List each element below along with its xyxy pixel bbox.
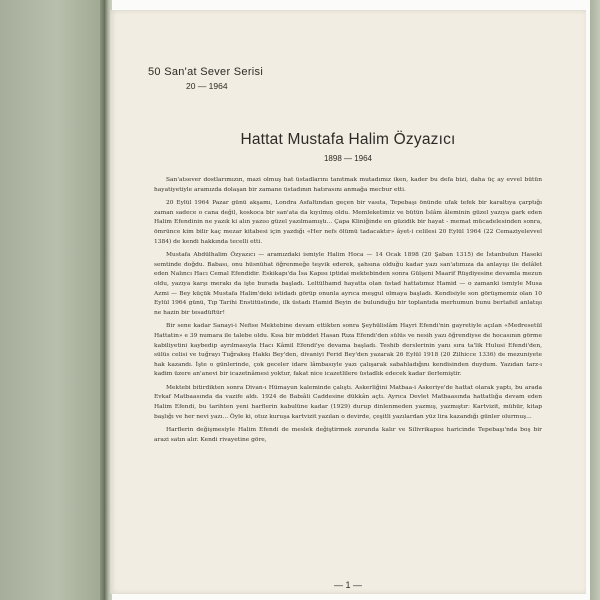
paragraph-5: Mektebi bitirdikten sonra Divan-ı Hümayun kaleminde çalıştı. Askerliğini Matbaa-i Askeriye'de hattat olarak yaptı, bu arada Evkaf Matbaasında da vazife aldı. 1924 de Babıâli Caddesine dükkân açtı. Ayrıca Devlet Matbaasında hattatlığa devam eden Halim Efendi, bu tarihten yeni harflerin kabulüne kadar (1929) durup dinlenmeden yazmış, yazmıştır: Kartvizit, mühür, kitap başlığı ve her nevi yazı... Öyle ki, otuz kuruşa kartvizit yazılan o devirde, çeşitli yazılardan yüz lira kazandığı günler olurmuş... [154,384,542,420]
paragraph-4: Bir sene kadar Sanayi-i Nefise Mektebine devam ettikten sonra Şeyhülislâm Hayri Efendi'nin gayretiyle açılan «Medresetül Hattatin» e 39 numara ile talebe oldu. Kısa bir müddet Hasan Rıza Efendi'den sülüs ve nesih yazı öğrendiyse de hocasının görme kabiliyetini kaybedip ayrılmasıyla Hacı Kâmil Efendi'ye devama başladı. Teshib derslerinin yanı sıra ta'lik Hulusi Efendi'den, sülüs celisi ve tuğrayı Tuğrakeş Hakkı Bey'den, divaniyi Ferid Bey'den yazarak 26 Eylül 1918 (20 Zilhicce 1336) de mezuniyete hak kazandı. İşte o günlerinde, çok geceler idare lâmbasıyle yazı çalışarak sabahladığını kendisinden duydum. Yazıdan tarz-ı kadim üzere an'anevi bir icazetnâmesi yoktur, fakat nice icazetlilere üstadlık edecek kadar ilerlemiştir. [154,323,542,378]
paragraph-3: Mustafa Abdülhalim Özyazıcı — aramızdaki ismiyle Halim Hoca — 14 Ocak 1898 (20 Şaban 1315) de İstanbulun Haseki semtinde doğdu. Babası, onu hüsnühat öğrenmeğe teşvik ederek, şahsına olduğu kadar yazı san'atımıza da anlayışı ile delâlet eden Nalıncı Hacı Cemal Efendidir. Eskikapı'da İsa Kapısı iptidai mektebinden sonra Gülşeni Maarif Rüşdiyesine devamla mezun oldu, yazıya karşı merakı da işte burada başladı. Leltülhamd hayatta olan üstad hattatımız Hamid — o zamanki ismiyle Musa Azmi — Bey küçük Mustafa Halim'deki istidadı görüp onunla ayrıca meşgul olmaya başladı. Kendisiyle son görüşmemiz olan 10 Eylül 1964 günü, Tıp Tarihi Enstitüsünde, ilk üstadı Hamid Beyin de bulunduğu bir toplantıda merhumun bunu bertafsil anlatışı ne hazin bir tesadüftür! [154,252,542,316]
paragraph-6: Harflerin değişmesiyle Halim Efendi de meslek değiştirmek zorunda kalır ve Silivrikapısı haricinde Tepebaşı'nda boş bir arazi satın alır. Kendi rivayetine göre, [154,427,542,443]
series-number: 20 — 1964 [186,81,228,91]
paragraph-2: 20 Eylül 1964 Pazar günü akşamı, Londra Asfaltından geçen bir vasıta, Tepebaşı önünde ufak tefek bir karaltıya çarptığı zaman sadece o cana değil, koskoca bir san'ata da kıyılmış oldu. Memleketimiz ve bütün İslâm âleminin güzel yazıya gark eden Halim Efendinin ne yazık ki alın yazısı güzel yazılmamıştı... Çapa Kliniğinde en güzidik bir hayat - memat mücadelesinden sonra, ömrünce kim bilir kaç mezar kitabesi için yazdığı «Her nefs ölümü tadacaktır» âyet-i celilesi 20 Eylül 1964 (22 Cemaziyelevvel 1384) de kendi hakkında tecelli etti. [154,200,542,245]
article-body [154,176,542,449]
series-title: 50 San'at Sever Serisi [148,66,264,78]
booklet-cover-right [590,0,600,600]
document-page [110,10,586,594]
page-number: — 1 — [333,580,362,590]
article-dates: 1898 — 1964 [323,154,373,163]
paragraph-1: San'atsever dostlarımızın, mazi olmuş hat üstadlarını tanıtmak mutadımız iken, kader bu defa bizi, daha üç ay evvel bütün hayatiyetiyle aramızda dolaşan bir zamane üstadının hatırasını anmağa mecbur etti. [154,177,542,193]
article-title: Hattat Mustafa Halim Özyazıcı [240,131,456,148]
booklet-cover-left [0,0,104,600]
